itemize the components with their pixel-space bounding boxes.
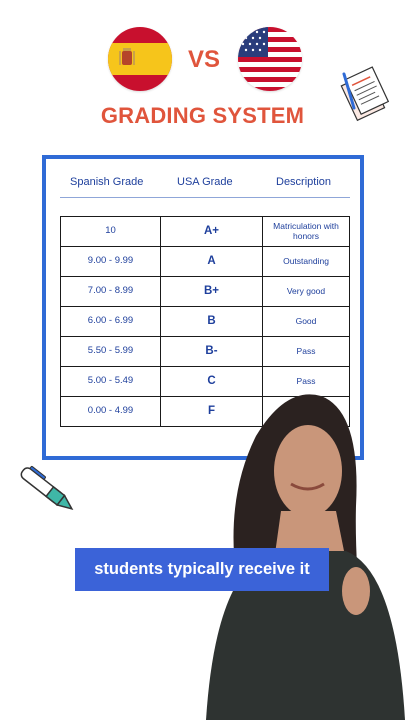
spanish-grade-cell: 10 — [61, 217, 161, 247]
column-header-description: Description — [276, 176, 332, 188]
header-divider — [60, 197, 350, 198]
usa-grade-cell: A+ — [161, 217, 263, 247]
table-row — [61, 337, 350, 367]
subtitle-caption: students typically receive it — [75, 548, 329, 591]
table-row — [61, 217, 350, 247]
column-header-spanish: Spanish Grade — [70, 176, 144, 188]
description-cell: Pass — [263, 337, 350, 367]
usa-grade-cell: B- — [161, 337, 263, 367]
description-cell: Outstanding — [263, 247, 350, 277]
page-title: GRADING SYSTEM — [100, 103, 305, 128]
table-row — [61, 247, 350, 277]
column-header-usa: USA Grade — [177, 176, 233, 188]
description-cell: Pass — [263, 367, 350, 397]
usa-grade-cell: C — [161, 367, 263, 397]
spanish-grade-cell: 7.00 - 8.99 — [61, 277, 161, 307]
usa-grade-cell: F — [161, 397, 263, 427]
table-row — [61, 307, 350, 337]
description-cell: Very good — [263, 277, 350, 307]
description-cell: Good — [263, 307, 350, 337]
usa-grade-cell: B+ — [161, 277, 263, 307]
spanish-grade-cell: 9.00 - 9.99 — [61, 247, 161, 277]
spain-flag-icon — [108, 27, 172, 91]
spanish-grade-cell: 5.50 - 5.99 — [61, 337, 161, 367]
spanish-grade-cell: 0.00 - 4.99 — [61, 397, 161, 427]
table-row — [61, 277, 350, 307]
usa-flag-icon — [238, 27, 302, 91]
usa-grade-cell: A — [161, 247, 263, 277]
spanish-grade-cell: 6.00 - 6.99 — [61, 307, 161, 337]
versus-label: VS — [187, 46, 220, 73]
documents-icon — [338, 66, 396, 130]
usa-grade-cell: B — [161, 307, 263, 337]
description-cell: Matriculation with honors — [263, 217, 350, 247]
spanish-grade-cell: 5.00 - 5.49 — [61, 367, 161, 397]
pen-icon — [14, 460, 84, 526]
